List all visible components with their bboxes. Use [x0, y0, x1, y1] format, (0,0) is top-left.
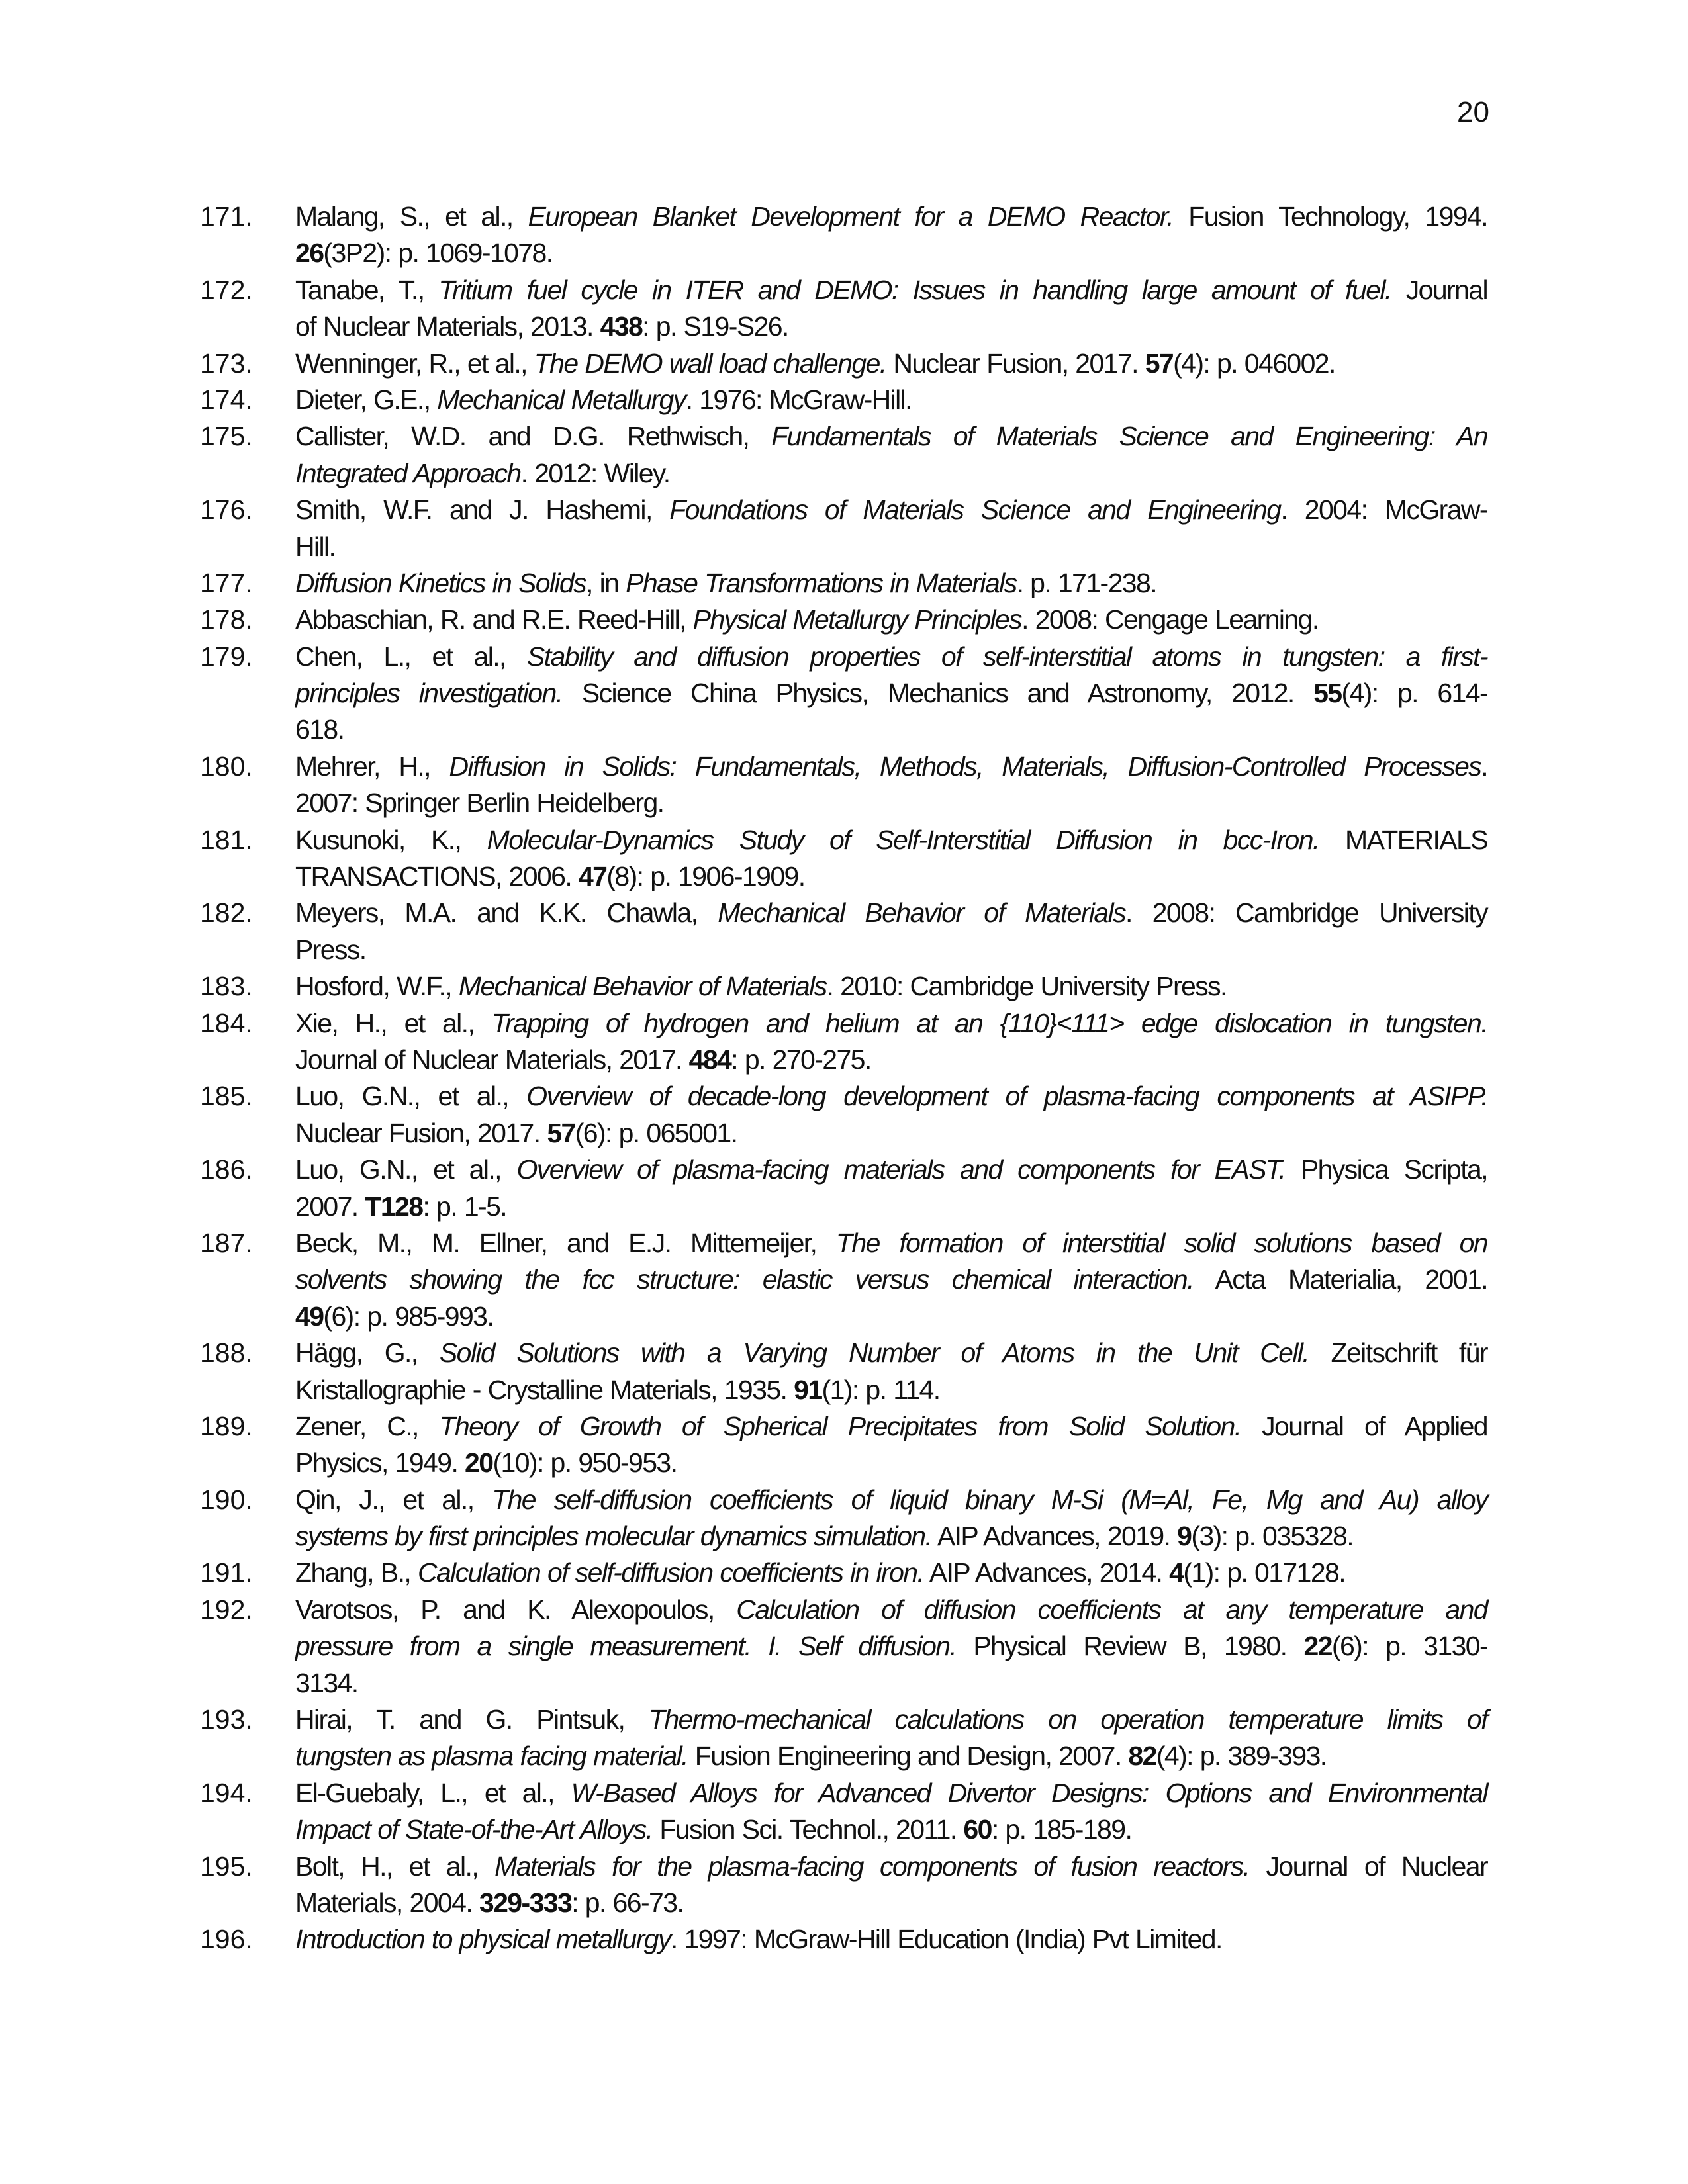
reference-segment: Malang, S., et al., — [295, 201, 528, 232]
reference-title-italic: Calculation of diffusion coefficients at any temperature and — [736, 1594, 1488, 1625]
reference-volume-bold: 438 — [600, 311, 643, 342]
reference-text — [295, 1335, 1487, 1408]
reference-line — [295, 345, 1487, 382]
reference-segment: Callister, W.D. and D.G. Rethwisch, — [295, 421, 772, 452]
reference-title-italic: Mechanical Metallurgy — [437, 384, 686, 415]
reference-segment: Journal of Nuclear Materials, 2017. — [295, 1044, 689, 1075]
reference-segment: (4): p. 614- — [1341, 678, 1487, 709]
reference-item — [0, 822, 1688, 895]
reference-title-italic: Diffusion Kinetics in Solids — [295, 567, 586, 598]
reference-text — [295, 1152, 1487, 1225]
reference-line — [295, 1078, 1487, 1115]
reference-segment: 618. — [295, 714, 344, 745]
reference-line — [295, 1702, 1487, 1738]
reference-segment: : p. S19-S26. — [642, 311, 788, 342]
reference-line — [295, 199, 1487, 235]
reference-title-italic: Foundations of Materials Science and Engineering — [669, 494, 1281, 525]
reference-item — [0, 272, 1688, 345]
reference-text — [295, 1702, 1487, 1775]
reference-line — [295, 235, 1487, 271]
reference-title-italic: Mechanical Behavior of Materials — [718, 897, 1126, 929]
reference-item — [0, 1592, 1688, 1702]
reference-segment: Physica Scripta, — [1285, 1154, 1487, 1185]
reference-segment: (3): p. 035328. — [1191, 1521, 1354, 1552]
reference-line — [295, 1555, 1487, 1591]
reference-volume-bold: 26 — [295, 238, 324, 269]
reference-number: 196. — [200, 1924, 253, 1955]
reference-segment: (10): p. 950-953. — [492, 1447, 677, 1479]
reference-number: 195. — [200, 1850, 253, 1882]
reference-text — [295, 272, 1487, 345]
reference-number: 172. — [200, 274, 253, 305]
reference-volume-bold: 60 — [963, 1814, 992, 1845]
reference-line — [295, 1335, 1487, 1371]
reference-segment: . 1976: McGraw-Hill. — [685, 384, 912, 415]
reference-title-italic: European Blanket Development for a DEMO Reactor. — [528, 201, 1174, 232]
reference-segment: . 2012: Wiley. — [520, 457, 670, 488]
reference-segment: Nuclear Fusion, 2017. — [295, 1117, 547, 1148]
reference-segment: Meyers, M.A. and K.K. Chawla, — [295, 897, 718, 929]
reference-segment: . p. 171-238. — [1016, 567, 1156, 598]
reference-text — [295, 1848, 1487, 1922]
reference-title-italic: Impact of State-of-the-Art Alloys. — [295, 1814, 653, 1845]
reference-line — [295, 418, 1487, 455]
reference-text — [295, 382, 1487, 418]
reference-segment: MATERIALS — [1319, 824, 1487, 855]
reference-segment: . — [1481, 751, 1487, 782]
reference-segment: Abbaschian, R. and R.E. Reed-Hill, — [295, 604, 693, 635]
reference-title-italic: Tritium fuel cycle in ITER and DEMO: Issues in handling large amount of fuel. — [438, 274, 1391, 305]
reference-segment: Varotsos, P. and K. Alexopoulos, — [295, 1594, 737, 1625]
reference-title-italic: The formation of interstitial solid solutions based on — [835, 1227, 1487, 1258]
reference-text — [295, 1078, 1487, 1152]
reference-line — [295, 1628, 1487, 1664]
reference-item — [0, 602, 1688, 638]
reference-segment: 3134. — [295, 1667, 358, 1698]
reference-text — [295, 1555, 1487, 1591]
reference-item — [0, 565, 1688, 602]
reference-line — [295, 1261, 1487, 1298]
reference-item — [0, 1408, 1688, 1482]
reference-segment: : p. 66-73. — [571, 1887, 684, 1918]
reference-line — [295, 639, 1487, 675]
reference-line — [295, 675, 1487, 711]
reference-line — [295, 602, 1487, 638]
reference-segment: Wenninger, R., et al., — [295, 347, 534, 379]
reference-segment: : p. 1-5. — [422, 1191, 507, 1222]
reference-item — [0, 895, 1688, 968]
reference-segment: Hosford, W.F., — [295, 971, 459, 1002]
reference-text — [295, 565, 1487, 602]
reference-number: 174. — [200, 384, 253, 415]
reference-title-italic: Solid Solutions with a Varying Number of Atoms in the Unit Cell. — [439, 1338, 1309, 1369]
reference-line — [295, 1189, 1487, 1225]
reference-title-italic: Overview of decade-long development of plasma-facing components at ASIPP. — [526, 1081, 1487, 1112]
reference-title-italic: Calculation of self-diffusion coefficients in iron. — [417, 1557, 924, 1588]
reference-line — [295, 1518, 1487, 1555]
reference-title-italic: Overview of plasma-facing materials and components for EAST. — [516, 1154, 1286, 1185]
reference-text — [295, 1225, 1487, 1335]
reference-segment: Journal of Nuclear — [1249, 1850, 1487, 1882]
reference-number: 192. — [200, 1594, 253, 1625]
reference-segment: Fusion Technology, 1994. — [1173, 201, 1487, 232]
reference-line — [295, 1372, 1487, 1408]
reference-segment: Luo, G.N., et al., — [295, 1154, 517, 1185]
reference-segment: Hill. — [295, 531, 336, 562]
reference-number: 182. — [200, 897, 253, 929]
reference-segment: AIP Advances, 2014. — [923, 1557, 1170, 1588]
reference-volume-bold: 91 — [794, 1374, 822, 1405]
reference-number: 189. — [200, 1410, 253, 1441]
reference-line — [295, 529, 1487, 565]
reference-number: 194. — [200, 1777, 253, 1808]
reference-number: 188. — [200, 1338, 253, 1369]
reference-item — [0, 1775, 1688, 1848]
reference-line — [295, 1005, 1487, 1042]
reference-line — [295, 382, 1487, 418]
reference-text — [295, 602, 1487, 638]
reference-volume-bold: 9 — [1177, 1521, 1192, 1552]
reference-line — [295, 1225, 1487, 1261]
reference-title-italic: Mechanical Behavior of Materials — [458, 971, 827, 1002]
reference-line — [295, 1445, 1487, 1481]
reference-item — [0, 1225, 1688, 1335]
reference-item — [0, 492, 1688, 565]
reference-number: 177. — [200, 567, 253, 598]
reference-number: 180. — [200, 751, 253, 782]
reference-text — [295, 492, 1487, 565]
reference-text — [295, 199, 1487, 272]
reference-segment: (6): p. 065001. — [575, 1117, 737, 1148]
reference-volume-bold: 57 — [547, 1117, 575, 1148]
reference-volume-bold: 55 — [1313, 678, 1342, 709]
page-number: 20 — [1457, 96, 1489, 128]
reference-line — [295, 1885, 1487, 1921]
reference-text — [295, 895, 1487, 968]
reference-text — [295, 968, 1487, 1005]
reference-number: 193. — [200, 1704, 253, 1735]
reference-item — [0, 382, 1688, 418]
reference-segment: 2007. — [295, 1191, 365, 1222]
reference-number: 173. — [200, 347, 253, 379]
reference-segment: El-Guebaly, L., et al., — [295, 1777, 571, 1808]
reference-segment: . 2008: Cengage Learning. — [1021, 604, 1319, 635]
reference-line — [295, 1298, 1487, 1335]
reference-text — [295, 749, 1487, 822]
reference-segment: Acta Materialia, 2001. — [1193, 1264, 1487, 1295]
reference-line — [295, 1482, 1487, 1518]
reference-list — [0, 199, 1688, 1958]
reference-segment: . 2008: Cambridge University — [1125, 897, 1487, 929]
reference-segment: Xie, H., et al., — [295, 1007, 492, 1038]
reference-volume-bold: 57 — [1145, 347, 1174, 379]
reference-item — [0, 968, 1688, 1005]
reference-segment: (4): p. 389-393. — [1156, 1741, 1327, 1772]
reference-segment: Fusion Engineering and Design, 2007. — [687, 1741, 1129, 1772]
reference-item — [0, 1555, 1688, 1591]
reference-item — [0, 1848, 1688, 1922]
reference-number: 184. — [200, 1007, 253, 1038]
reference-segment: (6): p. 985-993. — [323, 1300, 494, 1332]
reference-title-italic: Diffusion in Solids: Fundamentals, Methods, Materials, Diffusion-Controlled Processes — [449, 751, 1481, 782]
reference-line — [295, 1408, 1487, 1445]
reference-line — [295, 858, 1487, 895]
reference-segment: Smith, W.F. and J. Hashemi, — [295, 494, 670, 525]
reference-title-italic: Phase Transformations in Materials — [626, 567, 1017, 598]
reference-segment: (1): p. 017128. — [1183, 1557, 1346, 1588]
reference-item — [0, 1921, 1688, 1958]
reference-text — [295, 1408, 1487, 1482]
reference-text — [295, 1921, 1487, 1958]
reference-segment: Luo, G.N., et al., — [295, 1081, 527, 1112]
reference-number: 187. — [200, 1227, 253, 1258]
reference-segment: of Nuclear Materials, 2013. — [295, 311, 600, 342]
reference-number: 178. — [200, 604, 253, 635]
reference-segment: Bolt, H., et al., — [295, 1850, 495, 1882]
reference-title-italic: systems by first principles molecular dynamics simulation. — [295, 1521, 932, 1552]
reference-segment: Physics, 1949. — [295, 1447, 465, 1479]
reference-title-italic: The DEMO wall load challenge. — [534, 347, 886, 379]
reference-volume-bold: T128 — [365, 1191, 423, 1222]
reference-item — [0, 639, 1688, 749]
reference-line — [295, 1592, 1487, 1628]
reference-line — [295, 895, 1487, 931]
reference-line — [295, 785, 1487, 821]
reference-item — [0, 749, 1688, 822]
reference-line — [295, 1921, 1487, 1958]
reference-line — [295, 1775, 1487, 1811]
reference-volume-bold: 49 — [295, 1300, 324, 1332]
reference-segment: (4): p. 046002. — [1173, 347, 1335, 379]
reference-segment: (6): p. 3130- — [1331, 1631, 1487, 1662]
reference-volume-bold: 47 — [578, 861, 607, 892]
reference-line — [295, 711, 1487, 748]
reference-title-italic: solvents showing the fcc structure: elastic versus chemical interaction. — [295, 1264, 1194, 1295]
reference-title-italic: principles investigation. — [295, 678, 563, 709]
reference-item — [0, 1482, 1688, 1555]
reference-line — [295, 1152, 1487, 1188]
reference-title-italic: Theory of Growth of Spherical Precipitates from Solid Solution. — [439, 1410, 1241, 1441]
reference-text — [295, 1592, 1487, 1702]
reference-segment: Chen, L., et al., — [295, 641, 527, 672]
reference-text — [295, 1775, 1487, 1848]
reference-segment: Materials, 2004. — [295, 1887, 479, 1918]
reference-segment: TRANSACTIONS, 2006. — [295, 861, 579, 892]
reference-number: 171. — [200, 201, 253, 232]
reference-volume-bold: 22 — [1303, 1631, 1332, 1662]
reference-title-italic: Trapping of hydrogen and helium at an {110}<111> edge dislocation in tungsten. — [491, 1007, 1487, 1038]
reference-title-italic: Stability and diffusion properties of self-interstitial atoms in tungsten: a first- — [526, 641, 1487, 672]
reference-segment: 2007: Springer Berlin Heidelberg. — [295, 788, 664, 819]
reference-segment: Hirai, T. and G. Pintsuk, — [295, 1704, 649, 1735]
reference-segment: Zeitschrift für — [1309, 1338, 1487, 1369]
reference-segment: Physical Review B, 1980. — [956, 1631, 1304, 1662]
reference-segment: (3P2): p. 1069-1078. — [323, 238, 553, 269]
reference-line — [295, 1042, 1487, 1078]
reference-text — [295, 1482, 1487, 1555]
reference-text — [295, 822, 1487, 895]
reference-segment: Beck, M., M. Ellner, and E.J. Mittemeijer, — [295, 1227, 836, 1258]
reference-number: 183. — [200, 971, 253, 1002]
reference-number: 186. — [200, 1154, 253, 1185]
reference-title-italic: Thermo-mechanical calculations on operation temperature limits of — [648, 1704, 1487, 1735]
reference-title-italic: Molecular-Dynamics Study of Self-Interstitial Diffusion in bcc-Iron. — [487, 824, 1319, 855]
reference-segment: Kusunoki, K., — [295, 824, 487, 855]
reference-line — [295, 1665, 1487, 1702]
reference-segment: : p. 185-189. — [991, 1814, 1132, 1845]
reference-segment: AIP Advances, 2019. — [931, 1521, 1178, 1552]
reference-segment: : p. 270-275. — [731, 1044, 871, 1075]
reference-segment: Dieter, G.E., — [295, 384, 438, 415]
reference-segment: (1): p. 114. — [821, 1374, 940, 1405]
reference-title-italic: tungsten as plasma facing material. — [295, 1741, 688, 1772]
reference-segment: . 2004: McGraw- — [1280, 494, 1487, 525]
reference-item — [0, 199, 1688, 272]
reference-segment: . 1997: McGraw-Hill Education (India) Pvt Limited. — [670, 1924, 1222, 1955]
reference-line — [295, 308, 1487, 345]
reference-title-italic: Physical Metallurgy Principles — [692, 604, 1022, 635]
reference-text — [295, 1005, 1487, 1079]
reference-line — [295, 492, 1487, 528]
reference-segment: Science China Physics, Mechanics and Astronomy, 2012. — [562, 678, 1314, 709]
reference-line — [295, 1738, 1487, 1774]
reference-segment: Tanabe, T., — [295, 274, 439, 305]
reference-segment: Nuclear Fusion, 2017. — [886, 347, 1145, 379]
reference-number: 191. — [200, 1557, 253, 1588]
reference-number: 176. — [200, 494, 253, 525]
reference-segment: Press. — [295, 934, 366, 965]
reference-text — [295, 639, 1487, 749]
reference-line — [295, 1115, 1487, 1152]
reference-segment: Kristallographie - Crystalline Materials, 1935. — [295, 1374, 794, 1405]
reference-volume-bold: 4 — [1169, 1557, 1184, 1588]
reference-item — [0, 1078, 1688, 1152]
reference-line — [295, 272, 1487, 308]
reference-volume-bold: 329-333 — [479, 1887, 572, 1918]
reference-title-italic: The self-diffusion coefficients of liquid binary M-Si (M=Al, Fe, Mg and Au) alloy — [492, 1484, 1488, 1515]
reference-segment: , in — [586, 567, 626, 598]
reference-segment: Mehrer, H., — [295, 751, 449, 782]
reference-item — [0, 418, 1688, 492]
reference-segment: Journal — [1391, 274, 1487, 305]
reference-line — [295, 455, 1487, 492]
reference-title-italic: Fundamentals of Materials Science and Engineering: An — [771, 421, 1487, 452]
reference-segment: Fusion Sci. Technol., 2011. — [652, 1814, 964, 1845]
reference-number: 175. — [200, 421, 253, 452]
reference-segment: Qin, J., et al., — [295, 1484, 492, 1515]
reference-line — [295, 565, 1487, 602]
reference-line — [295, 932, 1487, 968]
reference-segment: Zener, C., — [295, 1410, 440, 1441]
reference-volume-bold: 82 — [1128, 1741, 1156, 1772]
reference-title-italic: Materials for the plasma-facing components of fusion reactors. — [494, 1850, 1250, 1882]
reference-number: 185. — [200, 1081, 253, 1112]
reference-volume-bold: 484 — [688, 1044, 731, 1075]
reference-line — [295, 749, 1487, 785]
reference-line — [295, 1811, 1487, 1848]
reference-segment: Journal of Applied — [1241, 1410, 1487, 1441]
reference-line — [295, 1848, 1487, 1885]
reference-line — [295, 822, 1487, 858]
reference-segment: (8): p. 1906-1909. — [606, 861, 805, 892]
reference-item — [0, 1005, 1688, 1079]
reference-line — [295, 968, 1487, 1005]
reference-number: 190. — [200, 1484, 253, 1515]
reference-title-italic: Introduction to physical metallurgy — [295, 1924, 671, 1955]
reference-title-italic: Integrated Approach — [295, 457, 521, 488]
reference-text — [295, 418, 1487, 492]
reference-number: 181. — [200, 824, 253, 855]
reference-title-italic: pressure from a single measurement. I. Self diffusion. — [295, 1631, 957, 1662]
reference-item — [0, 345, 1688, 382]
reference-volume-bold: 20 — [465, 1447, 493, 1479]
reference-title-italic: W-Based Alloys for Advanced Divertor Designs: Options and Environmental — [571, 1777, 1487, 1808]
reference-item — [0, 1335, 1688, 1408]
reference-number: 179. — [200, 641, 253, 672]
reference-text — [295, 345, 1487, 382]
reference-item — [0, 1702, 1688, 1775]
reference-item — [0, 1152, 1688, 1225]
reference-segment: Zhang, B., — [295, 1557, 418, 1588]
reference-segment: Hägg, G., — [295, 1338, 440, 1369]
reference-segment: . 2010: Cambridge University Press. — [826, 971, 1227, 1002]
